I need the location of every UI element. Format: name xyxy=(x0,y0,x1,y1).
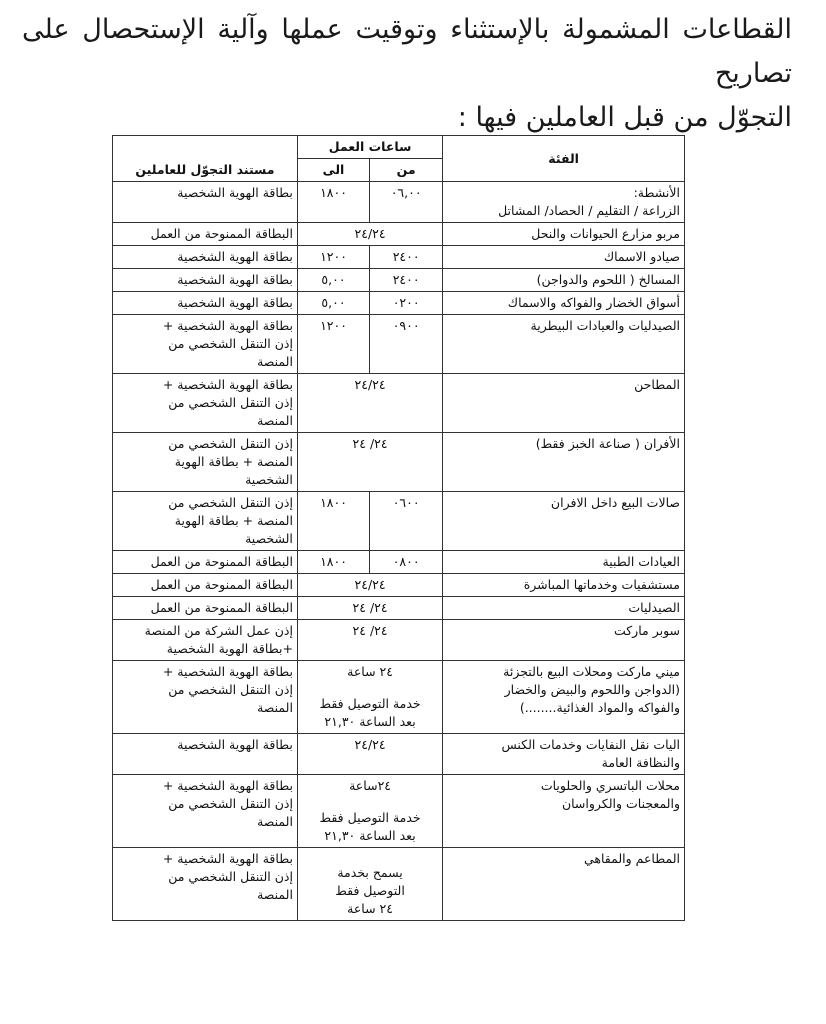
document-line: البطاقة الممنوحة من العمل xyxy=(150,600,293,615)
hours-line: بعد الساعة ٢١,٣٠ xyxy=(324,828,416,843)
document-cell xyxy=(113,182,298,223)
hours-line xyxy=(302,681,438,695)
hours-line: ٢٤/٢٤ xyxy=(354,226,386,241)
table-row xyxy=(113,246,685,269)
to-cell: ٥,٠٠ xyxy=(297,269,369,292)
category-line: ميني ماركت ومحلات البيع بالتجزئة xyxy=(503,664,680,679)
page-heading xyxy=(22,8,792,140)
category-line: صيادو الاسماك xyxy=(603,249,680,264)
category-line: المطاعم والمقاهي xyxy=(583,851,680,866)
hours-line: ٢٤ ساعة xyxy=(347,664,393,679)
document-cell xyxy=(113,775,298,848)
table-body xyxy=(113,182,685,921)
hours-cell xyxy=(297,433,442,492)
hours-line: خدمة التوصيل فقط xyxy=(319,696,421,711)
document-cell xyxy=(113,661,298,734)
document-line: بطاقة الهوية الشخصية + xyxy=(162,664,293,679)
table-row xyxy=(113,433,685,492)
hours-line xyxy=(302,850,438,864)
to-cell: ١٨٠٠ xyxy=(297,551,369,574)
category-line: الأنشطة: xyxy=(633,185,680,200)
document-cell xyxy=(113,597,298,620)
hours-cell xyxy=(297,374,442,433)
document-cell xyxy=(113,734,298,775)
category-line: سوبر ماركت xyxy=(613,623,680,638)
document-line: إذن التنقل الشخصي من xyxy=(168,869,293,884)
document-line: المنصة xyxy=(257,354,293,369)
category-line: العيادات الطبية xyxy=(602,554,680,569)
hours-cell xyxy=(297,223,442,246)
category-cell xyxy=(443,848,685,921)
category-line: محلات الباتسري والحلويات xyxy=(540,778,680,793)
hours-line: ٢٤ساعة xyxy=(349,778,391,793)
heading-line-1: القطاعات المشمولة بالإستثناء وتوقيت عملها وآلية الإستحصال على تصاريح xyxy=(22,14,792,89)
document-line: إذن التنقل الشخصي من xyxy=(168,796,293,811)
document-line: المنصة + بطاقة الهوية xyxy=(174,513,293,528)
document-line: بطاقة الهوية الشخصية + xyxy=(162,778,293,793)
document-line: الشخصية xyxy=(245,472,293,487)
document-line: البطاقة الممنوحة من العمل xyxy=(150,554,293,569)
category-cell xyxy=(443,734,685,775)
document-line: بطاقة الهوية الشخصية + xyxy=(162,377,293,392)
document-line: بطاقة الهوية الشخصية xyxy=(177,272,293,287)
table-row xyxy=(113,223,685,246)
document-line: +بطاقة الهوية الشخصية xyxy=(166,641,293,656)
document-line: بطاقة الهوية الشخصية + xyxy=(162,851,293,866)
document-line: بطاقة الهوية الشخصية + xyxy=(162,318,293,333)
table-row xyxy=(113,315,685,374)
category-line: والمعجنات والكرواسان xyxy=(561,796,680,811)
category-cell xyxy=(443,292,685,315)
from-cell: ٠٨٠٠ xyxy=(370,551,443,574)
document-cell xyxy=(113,246,298,269)
hours-line: يسمح بخدمة xyxy=(337,865,403,880)
header-document: مستند التجوّل للعاملين xyxy=(113,159,298,182)
hours-line: ٢٤/ ٢٤ xyxy=(352,623,388,638)
document-cell xyxy=(113,433,298,492)
document-cell xyxy=(113,292,298,315)
to-cell: ١٢٠٠ xyxy=(297,246,369,269)
document-cell xyxy=(113,374,298,433)
table-row xyxy=(113,292,685,315)
category-line: والفواكه والمواد الغذائية........) xyxy=(519,700,680,715)
category-line: الصيدليات xyxy=(628,600,680,615)
document-cell xyxy=(113,574,298,597)
hours-cell xyxy=(297,775,442,848)
document-line: المنصة xyxy=(257,887,293,902)
from-cell: ٠٢٠٠ xyxy=(370,292,443,315)
hours-cell xyxy=(297,734,442,775)
category-line: المطاحن xyxy=(634,377,680,392)
category-line: الأفران ( صناعة الخبز فقط) xyxy=(535,436,680,451)
document-line: إذن التنقل الشخصي من xyxy=(168,336,293,351)
document-cell xyxy=(113,492,298,551)
document-line: بطاقة الهوية الشخصية xyxy=(177,295,293,310)
document-line: بطاقة الهوية الشخصية xyxy=(177,249,293,264)
table-row xyxy=(113,597,685,620)
table-row xyxy=(113,661,685,734)
category-cell xyxy=(443,620,685,661)
from-cell: ٠٦,٠٠ xyxy=(370,182,443,223)
category-line: (الدواجن واللحوم والبيض والخضار xyxy=(504,682,680,697)
document-cell xyxy=(113,223,298,246)
table-row xyxy=(113,775,685,848)
document-line: المنصة xyxy=(257,413,293,428)
category-cell xyxy=(443,269,685,292)
document-line: المنصة + بطاقة الهوية xyxy=(174,454,293,469)
hours-cell xyxy=(297,848,442,921)
to-cell: ٥,٠٠ xyxy=(297,292,369,315)
document-line: بطاقة الهوية الشخصية xyxy=(177,185,293,200)
hours-line: ٢٤ ساعة xyxy=(347,901,393,916)
table-row xyxy=(113,620,685,661)
category-line: صالات البيع داخل الافران xyxy=(550,495,680,510)
hours-line: ٢٤/ ٢٤ xyxy=(352,436,388,451)
category-cell xyxy=(443,597,685,620)
header-to: الى xyxy=(297,159,369,182)
hours-line: ٢٤/ ٢٤ xyxy=(352,600,388,615)
document-line: المنصة xyxy=(257,700,293,715)
header-category: الفئة xyxy=(443,136,685,182)
document-line: بطاقة الهوية الشخصية xyxy=(177,737,293,752)
category-cell xyxy=(443,182,685,223)
hours-line: بعد الساعة ٢١,٣٠ xyxy=(324,714,416,729)
category-line: المسالخ ( اللحوم والدواجن) xyxy=(536,272,680,287)
category-line: الزراعة / التقليم / الحصاد/ المشاتل xyxy=(498,203,680,218)
document-line: إذن التنقل الشخصي من xyxy=(168,436,293,451)
table-header xyxy=(113,136,685,182)
to-cell: ١٢٠٠ xyxy=(297,315,369,374)
document-cell xyxy=(113,551,298,574)
table-row xyxy=(113,551,685,574)
category-cell xyxy=(443,574,685,597)
document-cell xyxy=(113,315,298,374)
category-line: أسواق الخضار والفواكه والاسماك xyxy=(507,295,680,310)
from-cell: ٠٩٠٠ xyxy=(370,315,443,374)
document-cell xyxy=(113,620,298,661)
category-cell xyxy=(443,374,685,433)
table-row xyxy=(113,269,685,292)
hours-line: ٢٤/٢٤ xyxy=(354,577,386,592)
category-cell xyxy=(443,661,685,734)
header-working-hours: ساعات العمل xyxy=(297,136,442,159)
from-cell: ٢٤٠٠ xyxy=(370,246,443,269)
to-cell: ١٨٠٠ xyxy=(297,182,369,223)
from-cell: ٠٦٠٠ xyxy=(370,492,443,551)
hours-cell xyxy=(297,620,442,661)
table-row xyxy=(113,492,685,551)
hours-cell xyxy=(297,597,442,620)
category-line: مستشفيات وخدماتها المباشرة xyxy=(523,577,680,592)
header-empty-cell xyxy=(113,136,298,159)
hours-line: ٢٤/٢٤ xyxy=(354,377,386,392)
table-row xyxy=(113,182,685,223)
category-cell xyxy=(443,433,685,492)
hours-line xyxy=(302,795,438,809)
document-cell xyxy=(113,848,298,921)
document-line: إذن عمل الشركة من المنصة xyxy=(144,623,293,638)
hours-line: خدمة التوصيل فقط xyxy=(319,810,421,825)
document-line: إذن التنقل الشخصي من xyxy=(168,495,293,510)
category-cell xyxy=(443,775,685,848)
category-cell xyxy=(443,551,685,574)
document-line: المنصة xyxy=(257,814,293,829)
hours-line: التوصيل فقط xyxy=(335,883,405,898)
category-line: اليات نقل النفايات وخدمات الكنس xyxy=(501,737,680,752)
document-line: البطاقة الممنوحة من العمل xyxy=(150,577,293,592)
table-row xyxy=(113,374,685,433)
category-cell xyxy=(443,315,685,374)
document-line: إذن التنقل الشخصي من xyxy=(168,682,293,697)
sectors-table xyxy=(112,135,685,921)
category-line: مربو مزارع الحيوانات والنحل xyxy=(531,226,680,241)
document-line: الشخصية xyxy=(245,531,293,546)
from-cell: ٢٤٠٠ xyxy=(370,269,443,292)
header-from: من xyxy=(370,159,443,182)
category-cell xyxy=(443,492,685,551)
hours-cell xyxy=(297,661,442,734)
document-line: إذن التنقل الشخصي من xyxy=(168,395,293,410)
document-line: البطاقة الممنوحة من العمل xyxy=(150,226,293,241)
table-row xyxy=(113,734,685,775)
heading-line-2: التجوّل من قبل العاملين فيها : xyxy=(457,102,792,133)
document-cell xyxy=(113,269,298,292)
category-line: الصيدليات والعيادات البيطرية xyxy=(530,318,680,333)
category-cell xyxy=(443,223,685,246)
table-row xyxy=(113,848,685,921)
hours-line: ٢٤/٢٤ xyxy=(354,737,386,752)
table-row xyxy=(113,574,685,597)
category-line: والنظافة العامة xyxy=(601,755,680,770)
hours-cell xyxy=(297,574,442,597)
to-cell: ١٨٠٠ xyxy=(297,492,369,551)
category-cell xyxy=(443,246,685,269)
